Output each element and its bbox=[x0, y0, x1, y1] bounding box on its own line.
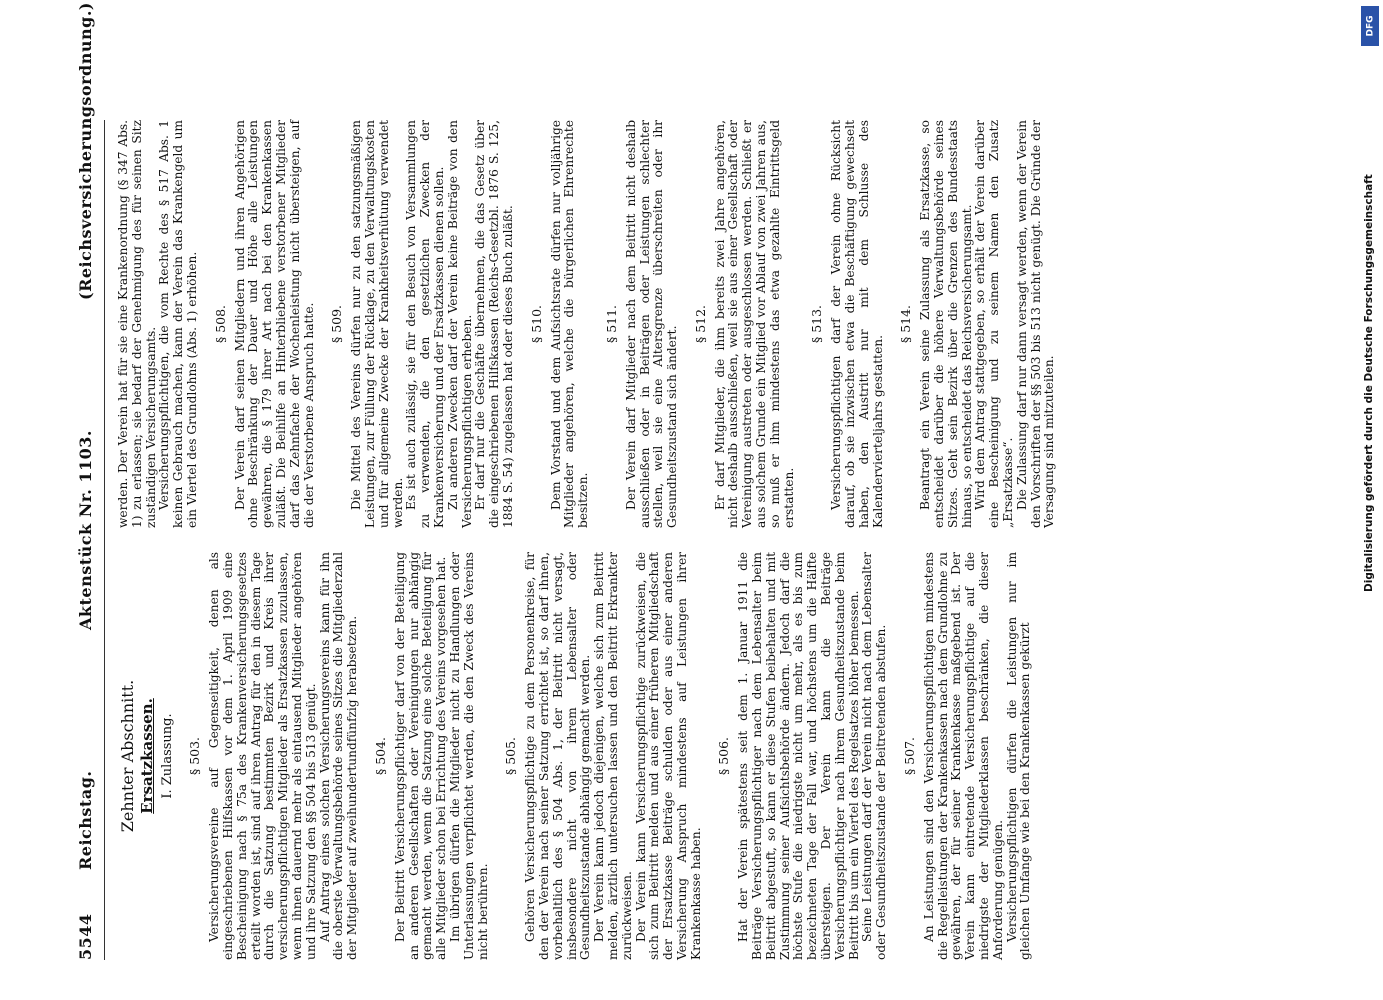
running-header bbox=[72, 2, 105, 960]
paragraph-heading-503: § 503. bbox=[187, 736, 203, 776]
paragraph-text: Versicherungspflichtigen darf der Verein ohne Rücksicht darauf, ob sie inzwischen etwa die Beschäftigung gewechselt haben, den Austritt nur mit dem Schlusse des Kalendervierteljahrs gestatten. bbox=[829, 120, 885, 528]
paragraph-heading-509: § 509. bbox=[329, 304, 345, 344]
text-columns bbox=[117, 120, 1057, 960]
digitization-credit bbox=[1357, 0, 1379, 1000]
paragraph-text: Im übrigen dürfen die Mitglieder nicht zu Handlungen oder Unterlassungen verpflichtet werden, die den Zweck des Vereins nicht berühren. bbox=[447, 552, 490, 960]
dfg-logo bbox=[1361, 6, 1379, 46]
paragraph-heading-508: § 508. bbox=[212, 304, 228, 344]
right-column bbox=[117, 120, 1057, 528]
paragraph-text: Er darf nur die Geschäfte übernehmen, die das Gesetz über die eingeschriebenen Hilfskassen (Reichs-Gesetzbl. 1876 S. 125, 1884 S. 54) zugelassen hat oder dieses Buch zuläßt. bbox=[473, 120, 515, 528]
paragraph-text: Die Mittel des Vereins dürfen nur zu den satzungsmäßigen Leistungen, zur Füllung der Rücklage, zu den Verwaltungskosten und für allgemeine Zwecke der Krankheitsverhütung verwendet werden. bbox=[349, 120, 405, 528]
paragraph-heading-514: § 514. bbox=[898, 304, 914, 344]
paragraph-text: Er darf Mitglieder, die ihm bereits zwei Jahre angehören, nicht deshalb ausschließen, weil sie aus einer Gesellschaft oder Vereinigung austreten oder ausgeschlossen werden. Schließt er aus solchem Grunde ein Mitglied vor Ablauf von zwei Jahren aus, so muß er ihm mindestens das etwa gezahlte Eintrittsgeld erstatten. bbox=[712, 120, 796, 528]
header-right-title: (Reichsversicherungsordnung.) bbox=[76, 2, 95, 300]
paragraph-heading-507: § 507. bbox=[902, 736, 918, 776]
paragraph-text: Der Verein kann Versicherungspflichtige zurückweisen, die sich zum Beitritt melden und aus einer früheren Mitgliedschaft der Ersatzkasse Beiträge schulden oder aus einer anderen Versicherung Anspruch mindestens auf Leistungen ihrer Krankenkasse haben. bbox=[633, 552, 703, 960]
paragraph-heading-505: § 505. bbox=[503, 736, 519, 776]
paragraph-heading-504: § 504. bbox=[372, 736, 388, 776]
paragraph-text: Beantragt ein Verein seine Zulassung als Ersatzkasse, so entscheidet darüber die höhere Verwaltungsbehörde seines Sitzes. Geht sein Bezirk über die Grenzen des Bundesstaats hinaus, so entscheidet das Reichsversicherungsamt. bbox=[918, 120, 974, 528]
paragraph-text: Wird dem Antrag stattgegeben, so erhält der Verein darüber eine Bescheinigung und zu seinem Namen den Zusatz „Ersatzkasse“. bbox=[973, 120, 1016, 528]
dfg-logo-text: DFG bbox=[1365, 15, 1376, 37]
credit-wrapper bbox=[1363, 52, 1377, 592]
document-number: Aktenstück Nr. 1103. bbox=[76, 430, 95, 630]
paragraph-heading-513: § 513. bbox=[809, 304, 825, 344]
credit-text: Digitalisierung gefördert durch die Deutsche Forschungsgemeinschaft bbox=[1363, 174, 1375, 592]
paragraph-text: Hat der Verein spätestens seit dem 1. Januar 1911 die Beiträge Versicherungspflichtiger nach dem Lebensalter beim Beitritt abgestuft, so kann er diese Stufen beibehalten und mit Zustimmung seiner Aufsichtsbehörde ändern. Jedoch darf die höchste Stufe die niedrigste nicht um mehr, als es bis zum bezeichneten Tage der Fall war, und höchstens um die Hälfte übersteigen. Der Verein kann die Beiträge Versicherungspflichtiger nach ihrem Gesundheitszustande beim Beitritt bis um ein Viertel des Regelsatzes höher bemessen. bbox=[736, 552, 861, 960]
paragraph-text: Der Verein darf Mitglieder nach dem Beitritt nicht deshalb ausschließen oder in Beiträgen oder Leistungen schlechter stellen, weil sie eine Altersgrenze überschreiten oder ihr Gesundheitszustand sich ändert. bbox=[623, 120, 680, 528]
paragraph-text: An Leistungen sind den Versicherungspflichtigen mindestens die Regelleistungen der Krankenkassen nach dem Grundlohne zu gewähren, der für seiner Krankenkasse maßgebend ist. Der Verein kann eintretende Versicherungspflichtige auf die niedrigste der Mitgliederklassen beschränken, die dieser Anforderung genügen. bbox=[921, 552, 1005, 960]
paragraph-text: Die Zulassung darf nur dann versagt werden, wenn der Verein den Vorschriften der §§ 503 bis 513 nicht genügt. Die Gründe der Versagung sind mitzuteilen. bbox=[1014, 120, 1057, 528]
paragraph-text: Der Verein darf seinen Mitgliedern und ihren Angehörigen ohne Beschränkung der Dauer und Höhe alle Leistungen gewähren, die § 179 ihrer Art nach bei den Krankenkassen zuläßt. Die Beihilfe an Hinterbliebene verstorbener Mitglieder darf das Zehnfache der Wochenleistung nicht übersteigen, auf die der Verstorbene Anspruch hatte. bbox=[232, 120, 316, 528]
paragraph-text: werden. Der Verein hat für sie eine Krankenordnung (§ 347 Abs. 1) zu erlassen; sie bedarf der Genehmigung des für seinen Sitz zuständigen Versicherungsamts. bbox=[116, 120, 158, 528]
paragraph-text: Seine Leistungen darf der Verein nicht nach dem Lebensalter oder Gesundheitszustande der Beitretenden abstufen. bbox=[860, 552, 889, 960]
paragraph-text: Zu anderen Zwecken darf der Verein keine Beiträge von den Versicherungspflichtigen erheben. bbox=[445, 120, 474, 528]
page-number: 5544 bbox=[76, 913, 95, 960]
paragraph-text: Es ist auch zulässig, sie für den Besuch von Versammlungen zu verwenden, die den gesetzlichen Zwecken der Krankenversicherung und der Ersatzkassen dienen sollen. bbox=[404, 120, 446, 528]
paragraph-text: Der Beitritt Versicherungspflichtiger darf von der Beteiligung an anderen Gesellschaften oder Vereinigungen nur abhängig gemacht werden, wenn die Satzung eine solche Beteiligung für alle Mitglieder schon bei Errichtung des Vereins vorgesehen hat. bbox=[392, 552, 449, 960]
paragraph-text: Gehören Versicherungspflichtige zu dem Personenkreise, für den der Verein nach seiner Satzung errichtet ist, so darf ihnen, vorbehaltlich des § 504 Abs. 1, der Beitritt nicht versagt, insbesondere nicht von ihrem Lebensalter oder Gesundheitszustande abhängig gemacht werden. bbox=[523, 552, 593, 960]
paragraph-heading-511: § 511. bbox=[603, 304, 619, 344]
paragraph-text: Versicherungsvereine auf Gegenseitigkeit, denen als eingeschriebenen Hilfskassen vor dem 1. April 1909 eine Bescheinigung nach § 75a des Krankenversicherungsgesetzes erteilt worden ist, sind auf ihren Antrag für den in diesem Tage durch die Satzung bestimmten Bezirk und Kreis ihrer versicherungspflichtigen Mitglieder als Ersatzkassen zuzulassen, wenn ihnen dauernd mehr als eintausend Mitglieder angehören und ihre Satzung den §§ 504 bis 513 genügt. bbox=[207, 552, 318, 960]
paragraph-text: Versicherungspflichtigen, die vom Rechte des § 517 Abs. 1 keinen Gebrauch machen, kann der Verein das Krankengeld um ein Viertel des Grundlohns (Abs. 1) erhöhen. bbox=[157, 120, 199, 528]
section-heading: Zehnter Abschnitt. bbox=[118, 679, 137, 833]
left-column bbox=[117, 552, 1057, 960]
paragraph-text: Versicherungspflichtigen dürfen die Leistungen nur im gleichen Umfange wie bei den Krankenkassen gekürzt bbox=[1004, 552, 1033, 960]
paragraph-text: Der Verein kann jedoch diejenigen, welche sich zum Beitritt melden, ärztlich untersuchen lassen und den Beitritt Erkrankter zurückweisen. bbox=[592, 552, 634, 960]
paragraph-heading-510: § 510. bbox=[528, 304, 544, 344]
paragraph-heading-506: § 506. bbox=[716, 736, 732, 776]
header-title: Reichstag. bbox=[76, 770, 95, 870]
paragraph-text: Auf Antrag eines solchen Versicherungsvereins kann für ihn die oberste Verwaltungsbehörde seines Sitzes die Mitgliederzahl der Mitglieder auf zweihundertundfünfzig herabsetzen. bbox=[317, 552, 360, 960]
subheading: I. Zulassung. bbox=[159, 713, 175, 799]
paragraph-heading-512: § 512. bbox=[692, 304, 708, 344]
chapter-heading: Ersatzkassen. bbox=[137, 698, 156, 814]
paragraph-text: Dem Vorstand und dem Aufsichtsrate dürfen nur volljährige Mitglieder angehören, welche die bürgerlichen Ehrenrechte besitzen. bbox=[548, 120, 591, 528]
